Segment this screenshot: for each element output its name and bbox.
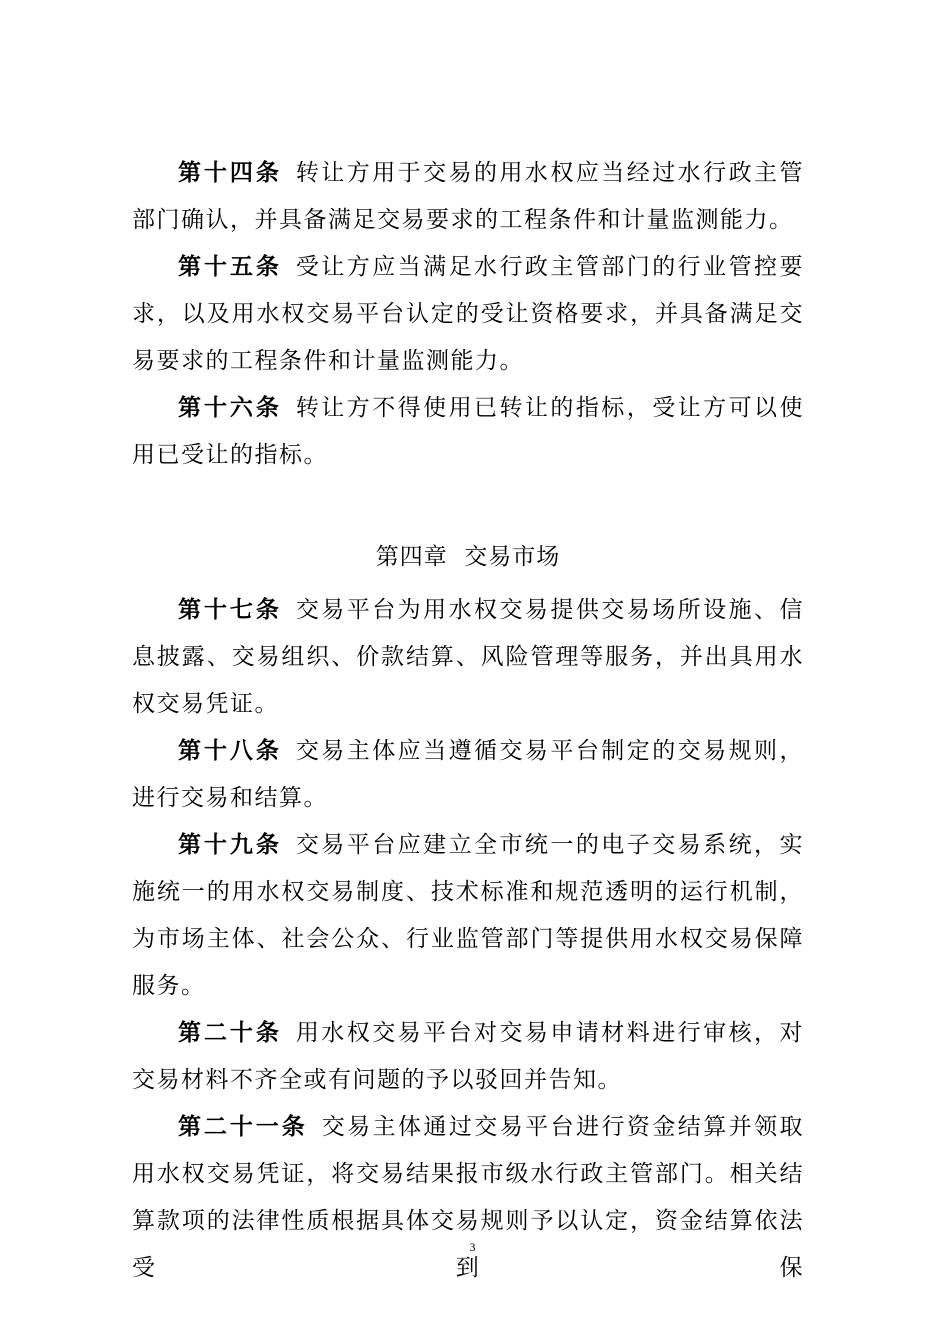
article-18: [132, 728, 804, 822]
page-number: 3: [469, 1240, 476, 1254]
article-label: 第十五条: [178, 254, 282, 280]
article-15: [132, 244, 804, 385]
article-label: 第十九条: [178, 832, 282, 858]
page-body: [132, 150, 804, 1292]
article-text: 受让方应当满足水行政主管部门的行业管控要求，以及用水权交易平台认定的受让资格要求，并具备满足交易要求的工程条件和计量监测能力。: [132, 254, 805, 374]
article-20: [132, 1010, 804, 1104]
article-17: [132, 587, 804, 728]
article-19: [132, 822, 804, 1010]
article-label: 第十八条: [178, 738, 282, 764]
article-16: [132, 385, 804, 479]
article-text: 转让方不得使用已转让的指标，受让方可以使用已受让的指标。: [132, 395, 805, 468]
article-text: 交易平台为用水权交易提供交易场所设施、信息披露、交易组织、价款结算、风险管理等服务，并出具用水权交易凭证。: [132, 597, 805, 717]
article-label: 第十七条: [178, 597, 282, 623]
article-text: 用水权交易平台对交易申请材料进行审核，对交易材料不齐全或有问题的予以驳回并告知。: [132, 1020, 805, 1093]
article-text: 交易主体应当遵循交易平台制定的交易规则，进行交易和结算。: [132, 738, 805, 811]
article-label: 第二十条: [178, 1020, 282, 1046]
article-label: 第十六条: [178, 395, 282, 421]
article-label: 第二十一条: [178, 1114, 308, 1140]
article-label: 第十四条: [178, 160, 282, 186]
article-14: [132, 150, 804, 244]
article-text: 交易平台应建立全市统一的电子交易系统，实施统一的用水权交易制度、技术标准和规范透明的运行机制，为市场主体、社会公众、行业监管部门等提供用水权交易保障服务。: [132, 832, 805, 999]
chapter-title: 第四章 交易市场: [375, 544, 561, 570]
article-text: 转让方用于交易的用水权应当经过水行政主管部门确认，并具备满足交易要求的工程条件和计量监测能力。: [132, 160, 805, 233]
article-21: [132, 1104, 804, 1292]
article-text: 交易主体通过交易平台进行资金结算并领取用水权交易凭证，将交易结果报市级水行政主管部门。相关结算款项的法律性质根据具体交易规则予以认定，资金结算依法受到保: [132, 1114, 805, 1281]
